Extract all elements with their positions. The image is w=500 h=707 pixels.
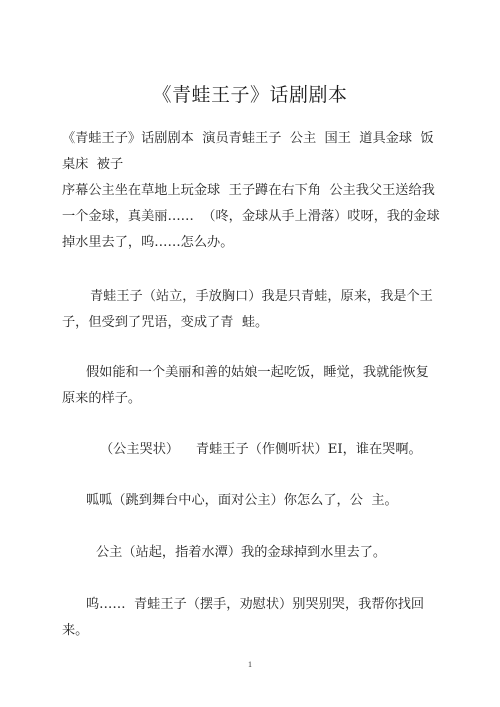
paragraph-cast-list: 《青蛙王子》话剧剧本 演员青蛙王子 公主 国王 道具金球 饭桌床 被子 bbox=[62, 131, 434, 172]
paragraph-princess-answers: 公主（站起，指着水潭）我的金球掉到水里去了。 bbox=[96, 545, 387, 560]
paragraph-curse-condition: 假如能和一个美丽和善的姑娘一起吃饭，睡觉，我就能恢复原来的样子。 bbox=[62, 365, 429, 406]
paragraph-prologue: 序幕公主坐在草地上玩金球 王子蹲在右下角 公主我父王送给我一个金球，真美丽…… （咚，金球从手上滑落）哎呀，我的金球掉水里去了，呜……怎么办。 bbox=[62, 183, 440, 250]
paragraph-frog-helps: 呜…… 青蛙王子（摆手，劝慰状）别哭别哭，我帮你找回来。 bbox=[62, 597, 425, 638]
document-title: 《青蛙王子》话剧剧本 bbox=[152, 84, 348, 106]
paragraph-princess-crying: （公主哭状） 青蛙王子（作侧听状）EI，谁在哭啊。 bbox=[100, 442, 422, 457]
paragraph-frog-asks: 呱呱（跳到舞台中心，面对公主）你怎么了，公 主。 bbox=[86, 493, 398, 508]
paragraph-frog-prince-intro: 青蛙王子（站立，手放胸口）我是只青蛙，原来，我是个王子，但受到了咒语，变成了青 蛙。 bbox=[62, 289, 433, 330]
page-number: 1 bbox=[248, 660, 252, 669]
